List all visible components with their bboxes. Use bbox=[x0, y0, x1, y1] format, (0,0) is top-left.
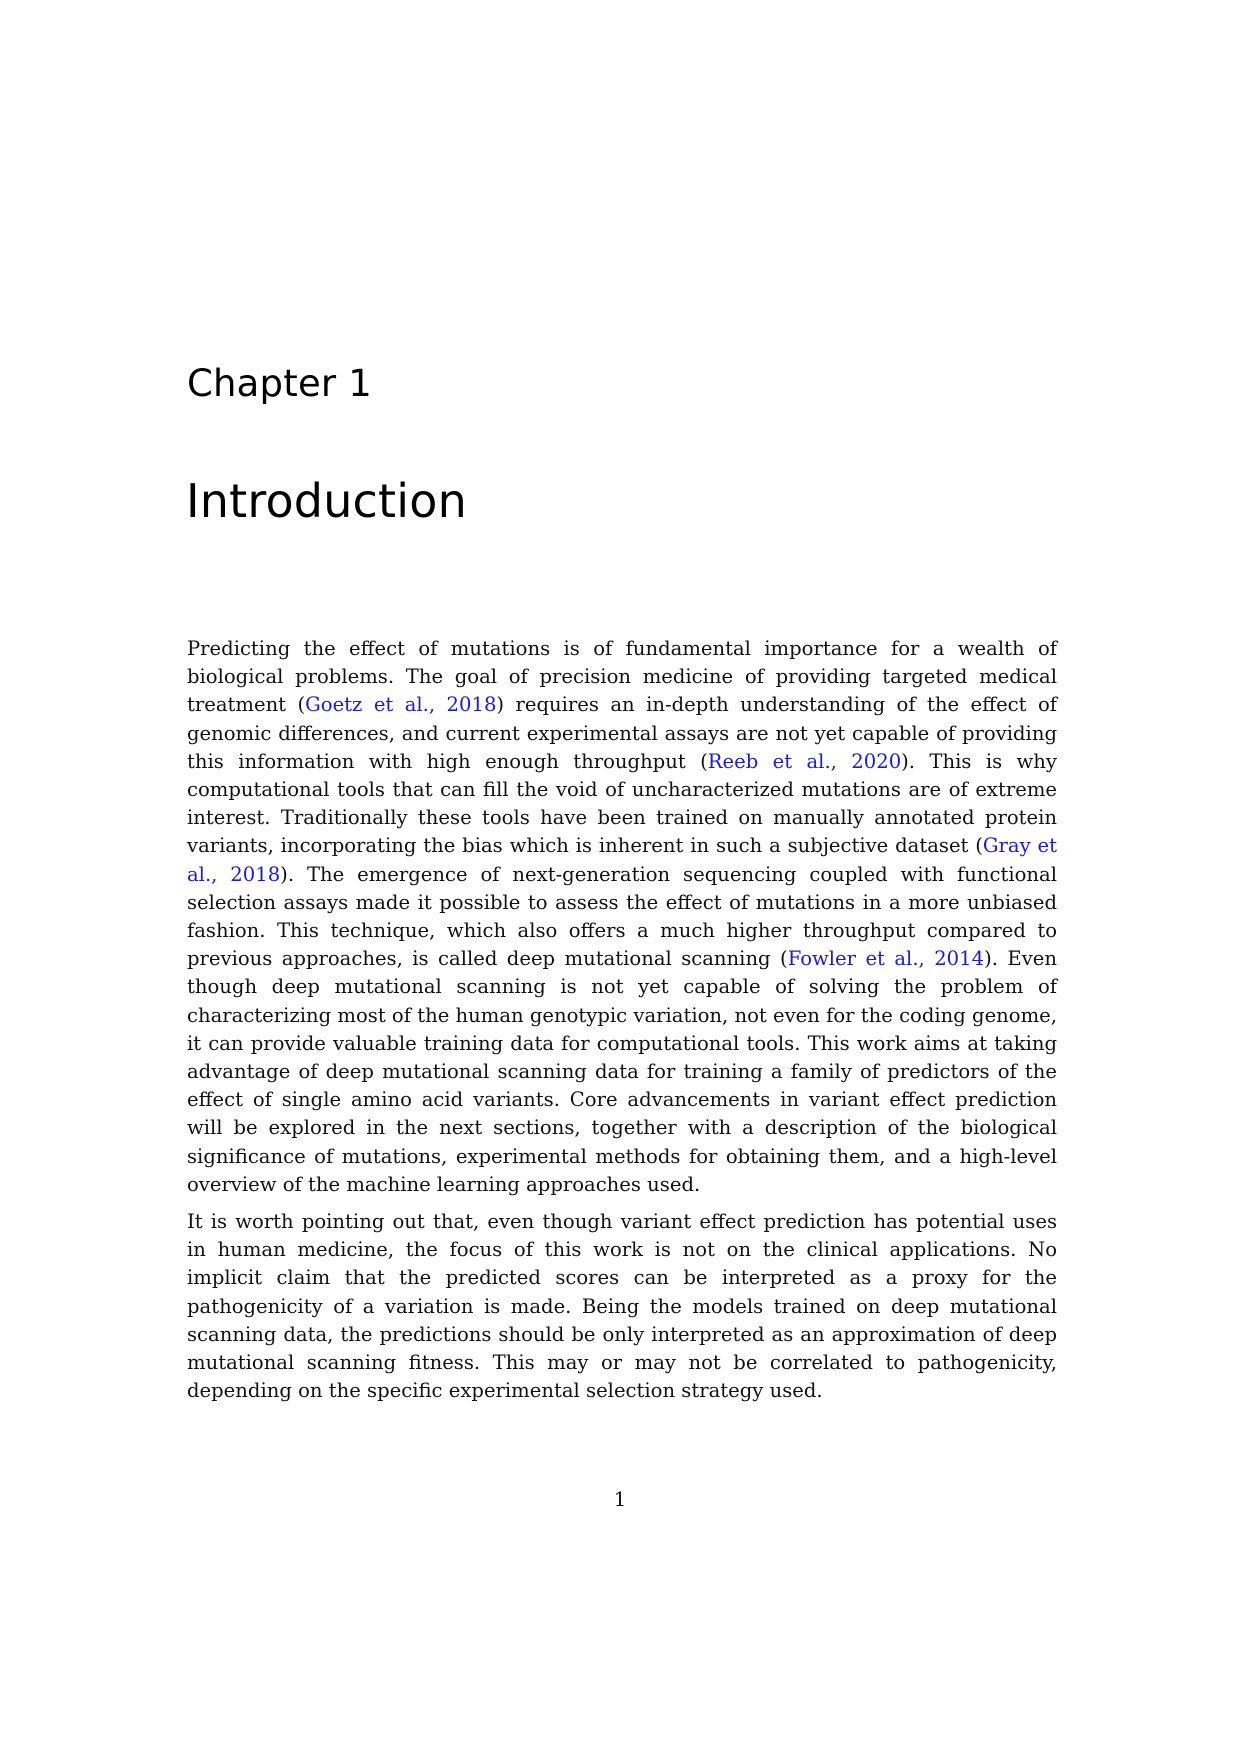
citation-goetz-2018[interactable]: Goetz et al., 2018 bbox=[305, 693, 497, 717]
chapter-title: Introduction bbox=[186, 474, 467, 528]
body-text bbox=[187, 635, 1057, 1405]
paragraph-1-text: Predicting the effect of mutations is of fundamental importance for a wealth of biological problems. The goal of precision medicine of providing targeted medical treatment ( bbox=[187, 637, 1057, 717]
paragraph-1-text: ). This is why computational tools that can fill the void of uncharacterized mutations are of extreme interest. Traditionally these tools have been trained on manually annotated protein variants, incorporating the bias which is inherent in such a subjective dataset ( bbox=[187, 749, 1057, 858]
chapter-label: Chapter 1 bbox=[187, 362, 373, 405]
paragraph-2: It is worth pointing out that, even though variant effect prediction has potential uses in human medicine, the focus of this work is not on the clinical applications. No implicit claim that the predicted scores can be interpreted as a proxy for the pathogenicity of a variation is made. Being the models trained on deep mutational scanning data, the predictions should be only interpreted as an approximation of deep mutational scanning fitness. This may or may not be correlated to pathogenicity, depending on the specific experimental selection strategy used. bbox=[187, 1210, 1057, 1403]
paragraph-1-text: ) requires an in-depth understanding of the effect of genomic differences, and current experimental assays are not yet capable of providing this information with high enough throughput ( bbox=[187, 693, 1057, 773]
citation-fowler-2014[interactable]: Fowler et al., 2014 bbox=[787, 947, 985, 971]
paragraph-1-text: ). Even though deep mutational scanning is not yet capable of solving the problem of characterizing most of the human genotypic variation, not even for the coding genome, it can provide valuable training data for computational tools. This work aims at taking advantage of deep mutational scanning data for training a family of predictors of the effect of single amino acid variants. Core advancements in variant effect prediction will be explored in the next sections, together with a description of the biological significance of mutations, experimental methods for obtaining them, and a high-level overview of the machine learning approaches used. bbox=[187, 947, 1057, 1196]
citation-gray-2018[interactable]: Gray et al., 2018 bbox=[187, 834, 1057, 886]
citation-reeb-2020[interactable]: Reeb et al., 2020 bbox=[707, 749, 902, 773]
page-number: 1 bbox=[613, 1487, 627, 1511]
paragraph-1-text: ). The emergence of next-generation sequencing coupled with functional selection assays made it possible to assess the effect of mutations in a more unbiased fashion. This technique, which also offers a much higher throughput compared to previous approaches, is called deep mutational scanning ( bbox=[187, 862, 1057, 971]
paragraph-1 bbox=[187, 635, 1057, 1199]
